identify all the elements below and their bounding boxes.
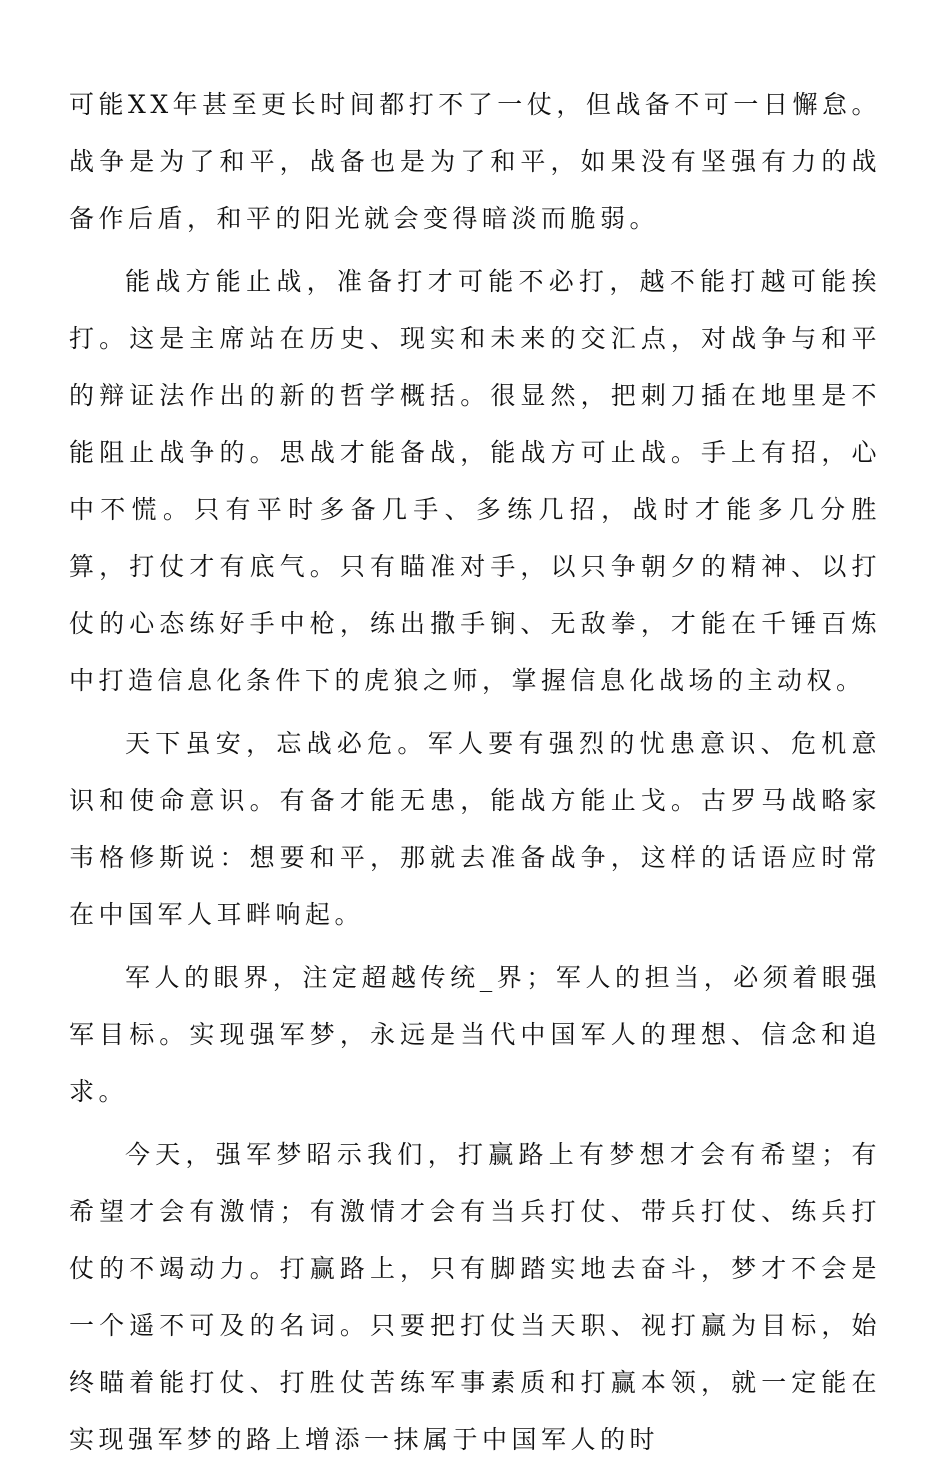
- paragraph-2: 能战方能止战，准备打才可能不必打，越不能打越可能挨打。这是主席站在历史、现实和未来的交汇点，对战争与和平的辩证法作出的新的哲学概括。很显然，把刺刀插在地里是不能阻止战争的。思战才能备战，能战方可止战。手上有招，心中不慌。只有平时多备几手、多练几招，战时才能多几分胜算，打仗才有底气。只有瞄准对手，以只争朝夕的精神、以打仗的心态练好手中枪，练出撒手锏、无敌拳，才能在千锤百炼中打造信息化条件下的虎狼之师，掌握信息化战场的主动权。: [69, 267, 881, 695]
- paragraph-5: 今天，强军梦昭示我们，打赢路上有梦想才会有希望；有希望才会有激情；有激情才会有当兵打仗、带兵打仗、练兵打仗的不竭动力。打赢路上，只有脚踏实地去奋斗，梦才不会是一个遥不可及的名词。只要把打仗当天职、视打赢为目标，始终瞄着能打仗、打胜仗苦练军事素质和打赢本领，就一定能在实现强军梦的路上增添一抹属于中国军人的时: [69, 1140, 881, 1454]
- paragraph-4: 军人的眼界，注定超越传统_界；军人的担当，必须着眼强军目标。实现强军梦，永远是当代中国军人的理想、信念和追求。: [69, 963, 881, 1106]
- paragraph-1: 可能XX年甚至更长时间都打不了一仗，但战备不可一日懈怠。战争是为了和平，战备也是为了和平，如果没有坚强有力的战备作后盾，和平的阳光就会变得暗淡而脆弱。: [69, 90, 881, 233]
- paragraph-3: 天下虽安，忘战必危。军人要有强烈的忧患意识、危机意识和使命意识。有备才能无患，能战方能止戈。古罗马战略家韦格修斯说：想要和平，那就去准备战争，这样的话语应时常在中国军人耳畔响起。: [69, 729, 881, 929]
- document-body: [69, 76, 881, 1468]
